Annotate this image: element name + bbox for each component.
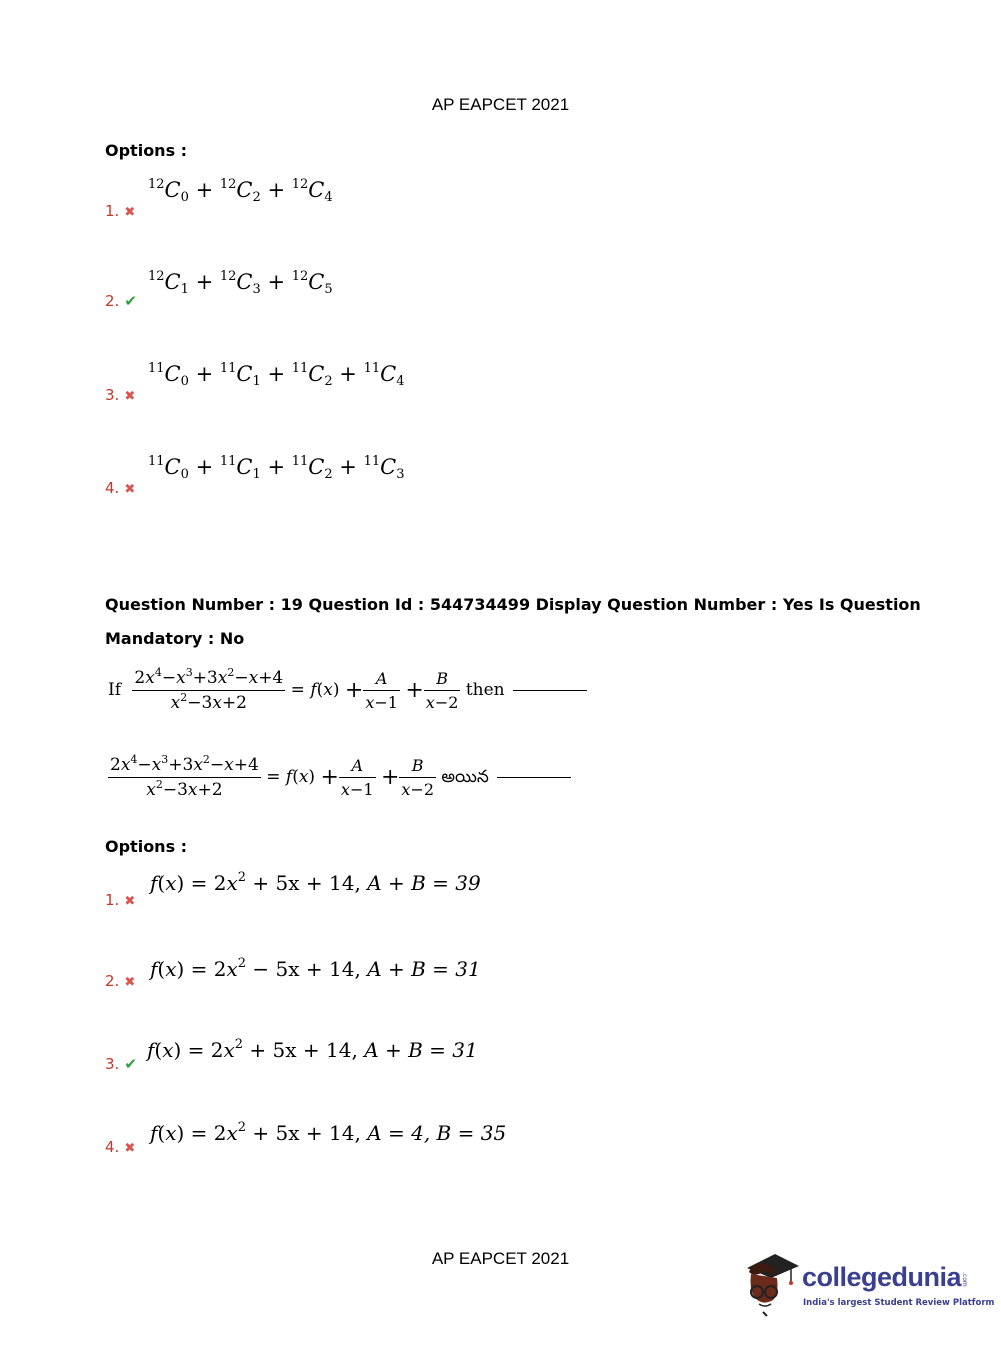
options-label: Options : (105, 141, 188, 160)
cross-icon: ✖ (124, 975, 136, 990)
option-formula: $^{11}C_0 + ^{11}C_1 + ^{11}C_2 + ^{11}C_3$ (148, 454, 405, 482)
mascot-logo-icon (741, 1250, 799, 1318)
check-icon: ✔ (124, 1055, 137, 1073)
option-number: 2. ✖ (105, 972, 136, 990)
question-text-english: If $\frac{2x^4-x^3+3x^2-x+4}{x^2-3x+2}$ = f(x) + $\frac{A}{x-1}$ + $\frac{B}{x-2}$ then (108, 668, 587, 713)
question-meta: Question Number : 19 Question Id : 544734499 Display Question Number : Yes Is Question (105, 595, 921, 614)
cross-icon: ✖ (124, 894, 136, 909)
fraction: $\frac{B}{x-2}$ (425, 669, 459, 712)
question-text-telugu: $\frac{2x^4-x^3+3x^2-x+4}{x^2-3x+2}$ = f(x) + $\frac{A}{x-1}$ + $\frac{B}{x-2}$ అయిన (108, 755, 571, 800)
option-number: 1. ✖ (105, 891, 136, 909)
brand-tagline: India's largest Student Review Platform (803, 1298, 995, 1308)
fraction: $\frac{A}{x-1}$ (340, 756, 374, 799)
option-formula: $^{12}C_1 + ^{12}C_3 + ^{12}C_5$ (148, 269, 333, 297)
cross-icon: ✖ (124, 482, 136, 497)
option-number: 2. ✔ (105, 292, 137, 310)
brand-suffix: .com (961, 1272, 968, 1287)
fraction: $\frac{A}{x-1}$ (365, 669, 398, 712)
answer-blank (513, 690, 587, 691)
fraction: $\frac{2x^4-x^3+3x^2-x+4}{x^2-3x+2}$ (110, 753, 259, 800)
question-meta-mandatory: Mandatory : No (105, 629, 245, 648)
option-formula: $^{12}C_0 + ^{12}C_2 + ^{12}C_4$ (148, 177, 333, 205)
options-label: Options : (105, 837, 188, 856)
option-formula: $^{11}C_0 + ^{11}C_1 + ^{11}C_2 + ^{11}C_4$ (148, 361, 405, 389)
option-formula: $f(x) = 2x^2 + 5x + 14$, A + B = 39 (150, 870, 481, 895)
cross-icon: ✖ (124, 389, 136, 404)
answer-blank (497, 777, 571, 778)
option-number: 1. ✖ (105, 202, 136, 220)
option-formula: $f(x) = 2x^2 - 5x + 14$, A + B = 31 (150, 956, 481, 981)
option-number: 3. ✖ (105, 386, 136, 404)
fraction: $\frac{2x^4-x^3+3x^2-x+4}{x^2-3x+2}$ (134, 666, 284, 713)
option-formula: $f(x) = 2x^2 + 5x + 14$, A = 4, B = 35 (150, 1120, 507, 1145)
fraction: $\frac{B}{x-2}$ (401, 756, 434, 799)
option-number: 4. ✖ (105, 1138, 136, 1156)
option-formula: $f(x) = 2x^2 + 5x + 14$, A + B = 31 (147, 1037, 478, 1062)
brand-name: collegedunia (802, 1262, 962, 1292)
page-header: AP EAPCET 2021 (431, 95, 570, 114)
option-number: 4. ✖ (105, 479, 136, 497)
option-number: 3. ✔ (105, 1055, 137, 1073)
cross-icon: ✖ (124, 205, 136, 220)
check-icon: ✔ (124, 292, 137, 310)
page-footer: AP EAPCET 2021 (431, 1249, 570, 1268)
cross-icon: ✖ (124, 1141, 136, 1156)
